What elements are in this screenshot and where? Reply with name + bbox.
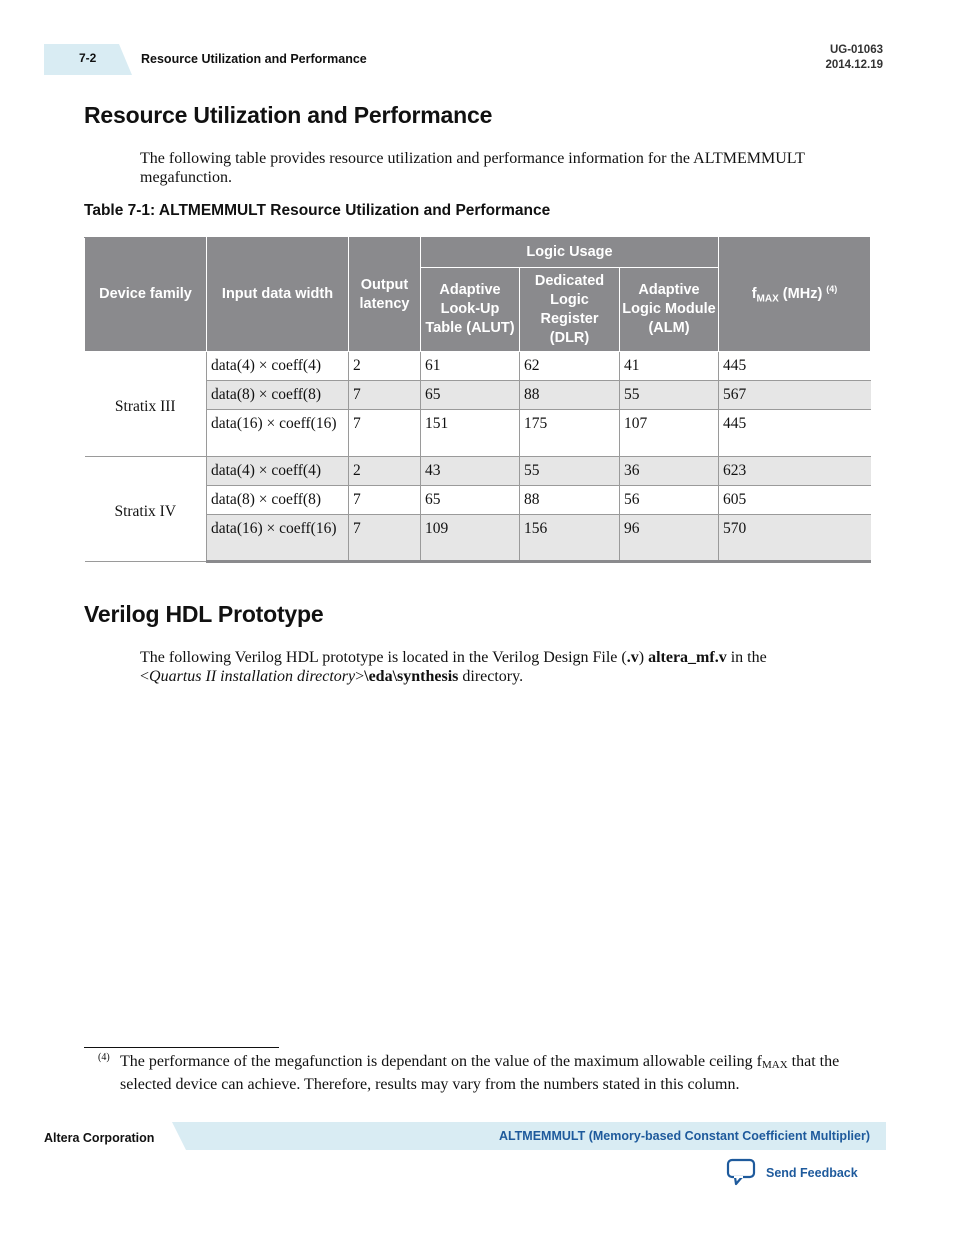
fmax-cell: 445 [719, 410, 871, 457]
dlr-cell: 156 [520, 515, 620, 562]
footnote-text-a: The performance of the megafunction is dependant on the value of the maximum allowable ceiling f [120, 1053, 762, 1070]
intro-paragraph: The following table provides resource utilization and performance information for the ALTMEMMULT megafunction. [140, 150, 805, 186]
alut-cell: 151 [421, 410, 520, 457]
alut-cell: 61 [421, 352, 520, 381]
latency-cell: 7 [349, 486, 421, 515]
footnote-rule [84, 1047, 279, 1048]
verilog-text-4: directory. [458, 668, 524, 685]
header-input-width: Input data width [207, 238, 349, 352]
feedback-bubble-icon [726, 1158, 756, 1189]
resource-table [84, 237, 871, 563]
device-family-cell: Stratix III [85, 352, 207, 457]
fmax-cell: 605 [719, 486, 871, 515]
input-width-cell: data(16) × coeff(16) [207, 410, 349, 457]
alm-cell: 56 [620, 486, 719, 515]
verilog-lt: < [140, 668, 150, 685]
footnote-text-b: that the selected device can achieve. Therefore, results may vary from the numbers stated in this column. [120, 1053, 840, 1093]
alut-cell: 65 [421, 486, 520, 515]
latency-cell: 2 [349, 457, 421, 486]
fmax-sub: MAX [756, 293, 779, 305]
dlr-cell: 62 [520, 352, 620, 381]
section-number: 7-2 [79, 51, 97, 65]
header-dlr: Dedicated Logic Register (DLR) [520, 268, 620, 352]
send-feedback-label: Send Feedback [766, 1166, 858, 1180]
latency-cell: 7 [349, 410, 421, 457]
dlr-cell: 55 [520, 457, 620, 486]
table-caption: Table 7-1: ALTMEMMULT Resource Utilization and Performance [84, 202, 551, 219]
table-row [85, 457, 871, 486]
alm-cell: 41 [620, 352, 719, 381]
verilog-text-2: ) [638, 649, 649, 666]
section-heading-resource: Resource Utilization and Performance [84, 102, 493, 128]
input-width-cell: data(8) × coeff(8) [207, 381, 349, 410]
verilog-paragraph [140, 648, 870, 686]
dlr-cell: 175 [520, 410, 620, 457]
latency-cell: 2 [349, 352, 421, 381]
fmax-cell: 623 [719, 457, 871, 486]
verilog-ext: .v [626, 649, 639, 666]
alut-cell: 43 [421, 457, 520, 486]
header-alut: Adaptive Look-Up Table (ALUT) [421, 268, 520, 352]
fmax-f: f [751, 285, 757, 302]
alm-cell: 36 [620, 457, 719, 486]
verilog-filename: altera_mf.v [648, 649, 727, 666]
alm-cell: 107 [620, 410, 719, 457]
verilog-gt: > [355, 668, 365, 685]
doc-date: 2014.12.19 [825, 59, 883, 71]
footnote-mark: (4) [98, 1052, 110, 1063]
send-feedback-link[interactable] [726, 1158, 858, 1188]
section-heading-verilog: Verilog HDL Prototype [84, 601, 324, 627]
input-width-cell: data(4) × coeff(4) [207, 352, 349, 381]
fmax-cell: 567 [719, 381, 871, 410]
verilog-install-dir: Quartus II installation directory [149, 668, 356, 685]
alm-cell: 96 [620, 515, 719, 562]
dlr-cell: 88 [520, 381, 620, 410]
alm-cell: 55 [620, 381, 719, 410]
header-alm: Adaptive Logic Module (ALM) [620, 268, 719, 352]
verilog-text-1: The following Verilog HDL prototype is located in the Verilog Design File ( [140, 649, 627, 666]
table-row [85, 352, 871, 381]
alut-cell: 65 [421, 381, 520, 410]
fmax-cell: 445 [719, 352, 871, 381]
input-width-cell: data(16) × coeff(16) [207, 515, 349, 562]
input-width-cell: data(8) × coeff(8) [207, 486, 349, 515]
header-device-family: Device family [85, 238, 207, 352]
doc-id: UG-01063 [829, 44, 883, 56]
footer-doc-title[interactable]: ALTMEMMULT (Memory-based Constant Coefficient Multiplier) [498, 1129, 870, 1143]
footnote-sub: MAX [762, 1059, 788, 1071]
latency-cell: 7 [349, 515, 421, 562]
fmax-unit: (MHz) [778, 285, 827, 302]
input-width-cell: data(4) × coeff(4) [207, 457, 349, 486]
device-family-cell: Stratix IV [85, 457, 207, 562]
verilog-path: \eda\synthesis [364, 668, 459, 685]
dlr-cell: 88 [520, 486, 620, 515]
header-fmax [719, 238, 871, 352]
latency-cell: 7 [349, 381, 421, 410]
footer-company: Altera Corporation [44, 1131, 155, 1145]
header-logic-usage: Logic Usage [421, 238, 719, 268]
footnote-text [120, 1052, 860, 1095]
fmax-cell: 570 [719, 515, 871, 562]
header-output-latency: Output latency [349, 238, 421, 352]
running-header-title: Resource Utilization and Performance [141, 52, 367, 66]
doc-meta [825, 43, 883, 73]
verilog-text-3: in the [726, 649, 767, 666]
alut-cell: 109 [421, 515, 520, 562]
fmax-footnote-ref: (4) [826, 284, 838, 295]
